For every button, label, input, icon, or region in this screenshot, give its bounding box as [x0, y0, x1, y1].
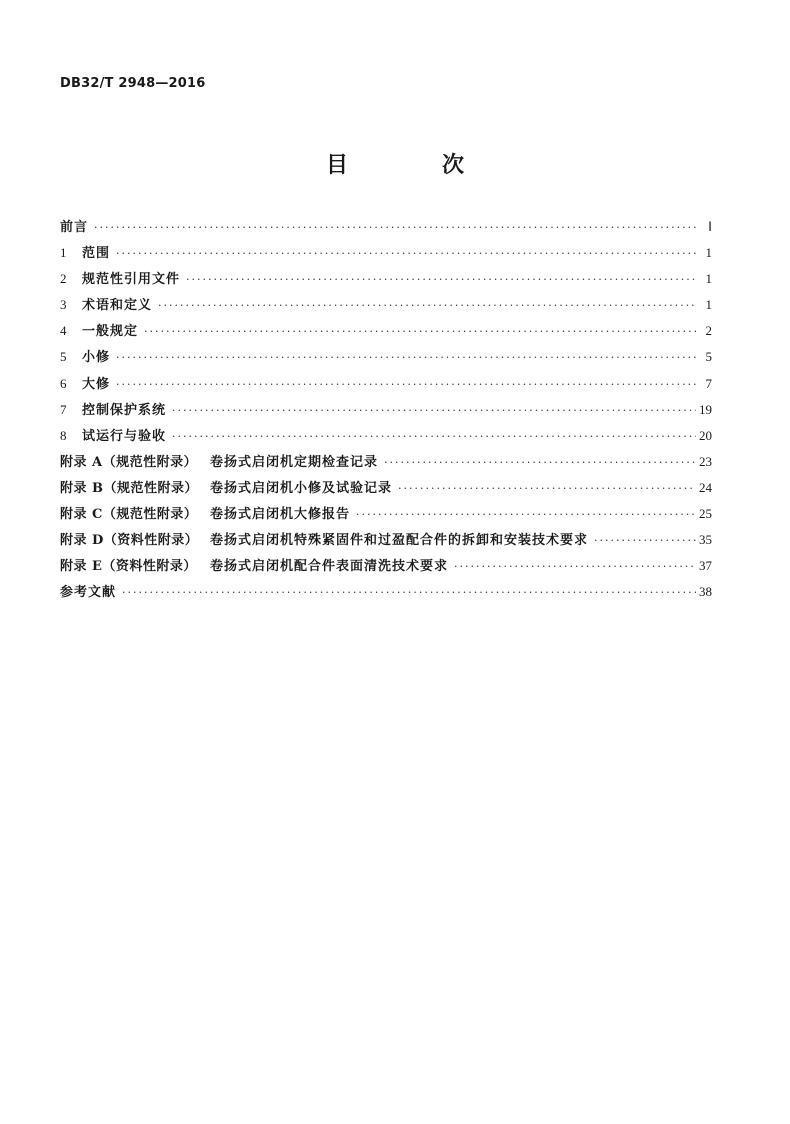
toc-entry-8[interactable] [60, 427, 712, 453]
toc-label: 卷扬式启闭机定期检查记录 [210, 454, 379, 470]
toc-page-number: 37 [699, 558, 712, 574]
toc-label: 一般规定 [82, 324, 139, 340]
toc-label: 大修 [82, 376, 111, 392]
leader-dots [144, 323, 697, 341]
leader-dots [594, 532, 696, 550]
toc-entry-1[interactable] [60, 244, 712, 270]
toc-number: 8 [60, 427, 67, 443]
toc-page-number: 7 [705, 375, 712, 391]
table-of-contents [60, 218, 712, 609]
document-code: DB32/T 2948—2016 [60, 76, 206, 91]
toc-page-number: 2 [705, 323, 712, 339]
toc-page-number: 20 [699, 427, 712, 443]
toc-annex-label: 附录 C（规范性附录） [60, 507, 198, 523]
toc-page-number: 19 [699, 401, 712, 417]
leader-dots [172, 428, 696, 446]
leader-dots [172, 402, 696, 420]
toc-annex-label: 附录 D（资料性附录） [60, 533, 199, 549]
toc-page-number: 1 [705, 271, 712, 287]
toc-page-number: 5 [705, 349, 712, 365]
toc-label: 小修 [82, 350, 111, 366]
leader-dots [158, 297, 697, 315]
toc-entry-6[interactable] [60, 375, 712, 401]
toc-number: 4 [60, 323, 67, 339]
page-title: 目 次 [325, 153, 500, 178]
leader-dots [116, 245, 697, 263]
toc-entry-annex-e[interactable] [60, 557, 712, 583]
leader-dots [398, 480, 696, 498]
leader-dots [94, 219, 697, 237]
leader-dots [122, 584, 696, 602]
toc-entry-3[interactable] [60, 296, 712, 322]
toc-entry-2[interactable] [60, 270, 712, 296]
leader-dots [356, 506, 696, 524]
toc-annex-label: 附录 A（规范性附录） [60, 454, 198, 470]
toc-label: 规范性引用文件 [82, 272, 181, 288]
toc-label: 范围 [82, 246, 111, 262]
toc-label: 卷扬式启闭机配合件表面清洗技术要求 [210, 559, 449, 575]
toc-page-number: 25 [699, 506, 712, 522]
toc-number: 7 [60, 401, 67, 417]
toc-label: 术语和定义 [82, 298, 153, 314]
toc-number: 6 [60, 375, 67, 391]
toc-label: 卷扬式启闭机特殊紧固件和过盈配合件的拆卸和安装技术要求 [210, 533, 589, 549]
toc-entry-annex-a[interactable] [60, 453, 712, 479]
leader-dots [384, 454, 696, 472]
toc-entry-5[interactable] [60, 348, 712, 374]
toc-page-number: 23 [699, 453, 712, 469]
toc-label: 卷扬式启闭机小修及试验记录 [210, 480, 393, 496]
toc-page-number: Ⅰ [708, 219, 712, 234]
toc-label: 参考文献 [60, 585, 117, 601]
toc-annex-label: 附录 B（规范性附录） [60, 480, 199, 496]
toc-label: 试运行与验收 [82, 428, 167, 444]
toc-entry-annex-b[interactable] [60, 479, 712, 505]
leader-dots [186, 271, 697, 289]
toc-number: 1 [60, 245, 67, 261]
toc-label: 卷扬式启闭机大修报告 [210, 507, 351, 523]
toc-page-number: 35 [699, 532, 712, 548]
toc-page-number: 1 [705, 245, 712, 261]
toc-entry-references[interactable] [60, 583, 712, 609]
toc-annex-label: 附录 E（资料性附录） [60, 559, 197, 575]
toc-page-number: 1 [705, 297, 712, 313]
toc-entry-4[interactable] [60, 322, 712, 348]
toc-label: 前言 [60, 220, 89, 235]
toc-entry-annex-c[interactable] [60, 505, 712, 531]
toc-page-number: 38 [699, 584, 712, 600]
leader-dots [454, 558, 696, 576]
toc-entry-7[interactable] [60, 401, 712, 427]
toc-entry-foreword[interactable] [60, 218, 712, 244]
toc-number: 3 [60, 297, 67, 313]
leader-dots [116, 376, 697, 394]
toc-number: 2 [60, 271, 67, 287]
toc-page-number: 24 [699, 479, 712, 495]
toc-number: 5 [60, 349, 67, 365]
toc-entry-annex-d[interactable] [60, 531, 712, 557]
leader-dots [116, 349, 697, 367]
toc-label: 控制保护系统 [82, 402, 167, 418]
